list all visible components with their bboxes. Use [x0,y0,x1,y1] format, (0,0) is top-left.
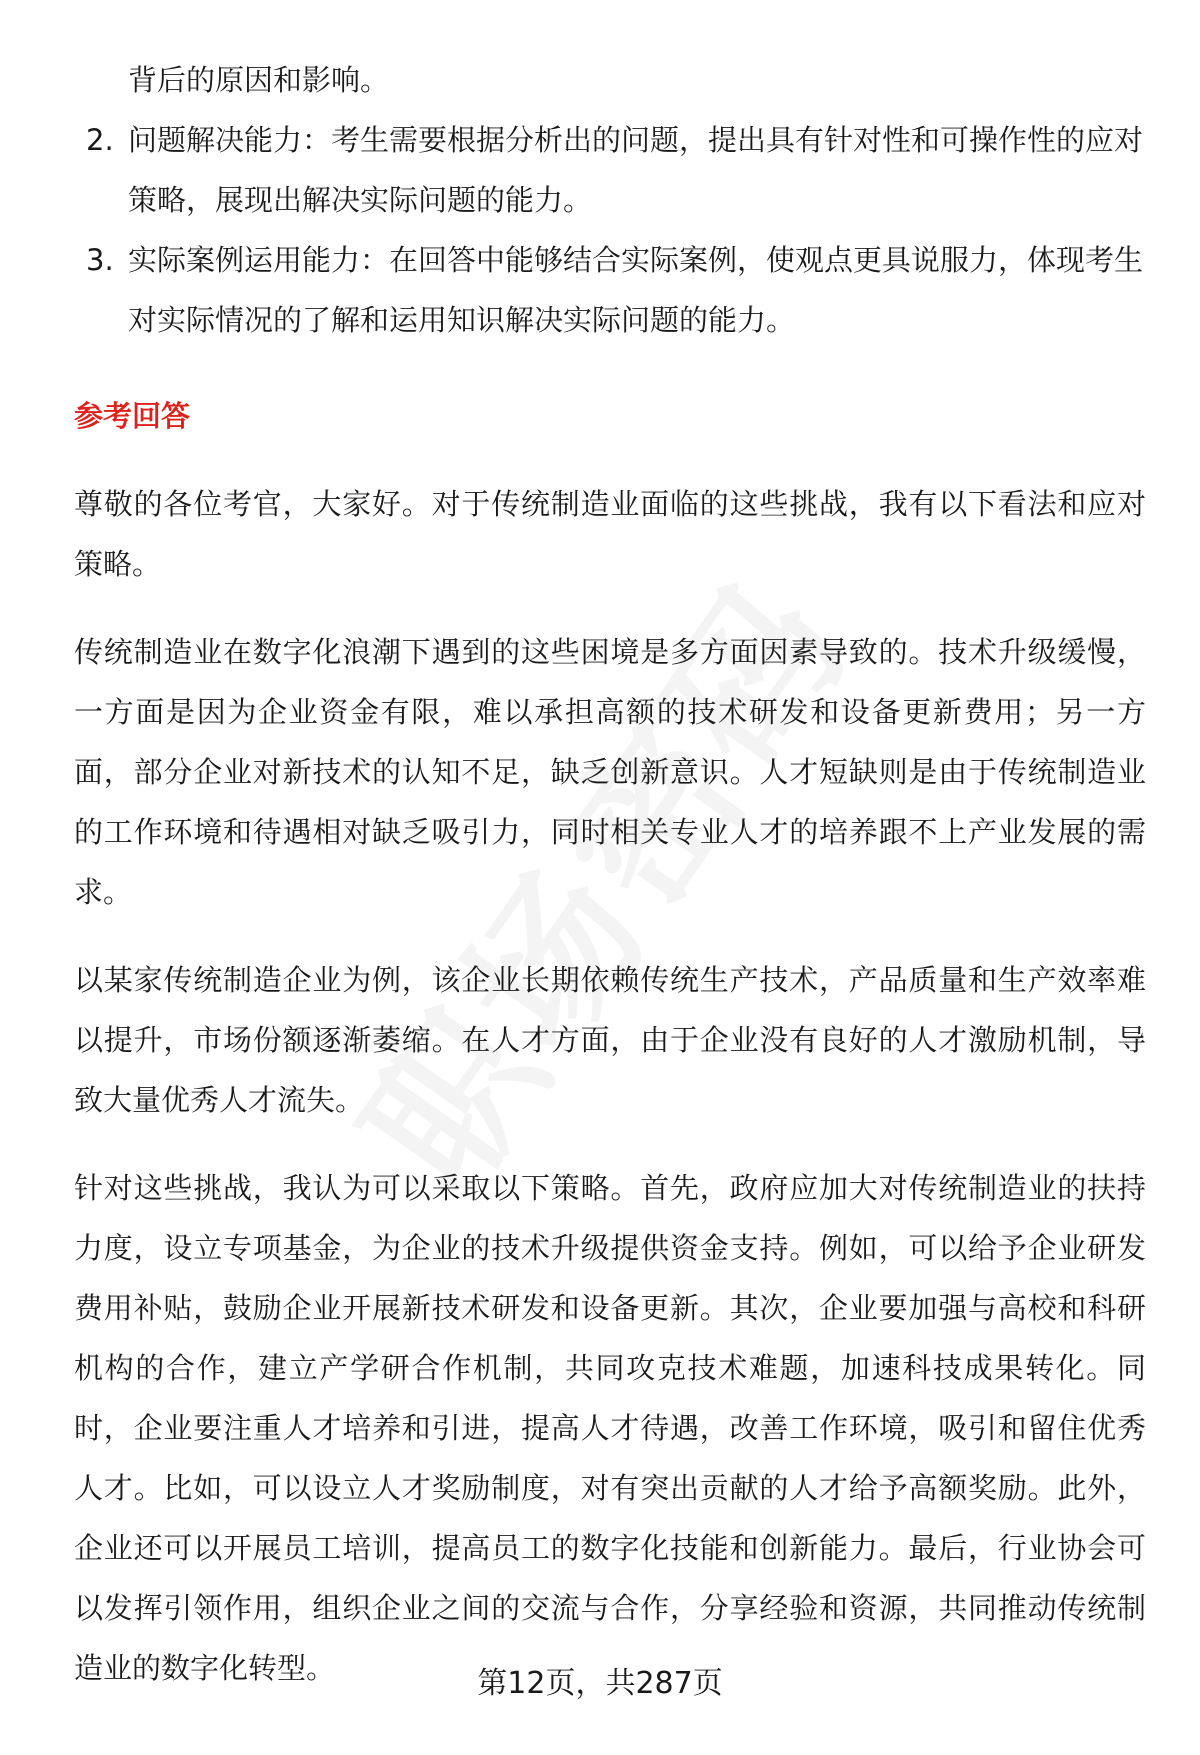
list-item [74,230,1146,350]
list-item-number: 2. [86,123,114,157]
list-item-number: 3. [86,243,114,277]
list-item-text: 实际案例运用能力：在回答中能够结合实际案例，使观点更具说服力，体现考生对实际情况的了解和运用知识解决实际问题的能力。 [128,243,1144,337]
paragraph: 传统制造业在数字化浪潮下遇到的这些困境是多方面因素导致的。技术升级缓慢，一方面是因为企业资金有限，难以承担高额的技术研发和设备更新费用；另一方面，部分企业对新技术的认知不足，缺乏创新意识。人才短缺则是由于传统制造业的工作环境和待遇相对缺乏吸引力，同时相关专业人才的培养跟不上产业发展的需求。 [74,635,1146,909]
list-item [74,110,1146,230]
point-list [74,110,1146,350]
page-number: 第12页，共287页 [477,1666,723,1701]
paragraph: 针对这些挑战，我认为可以采取以下策略。首先，政府应加大对传统制造业的扶持力度，设立专项基金，为企业的技术升级提供资金支持。例如，可以给予企业研发费用补贴，鼓励企业开展新技术研发和设备更新。其次，企业要加强与高校和科研机构的合作，建立产学研合作机制，共同攻克技术难题，加速科技成果转化。同时，企业要注重人才培养和引进，提高人才待遇，改善工作环境，吸引和留住优秀人才。比如，可以设立人才奖励制度，对有突出贡献的人才给予高额奖励。此外，企业还可以开展员工培训，提高员工的数字化技能和创新能力。最后，行业协会可以发挥引领作用，组织企业之间的交流与合作，分享经验和资源，共同推动传统制造业的数字化转型。 [74,1171,1146,1685]
page-content [74,50,1146,1698]
paragraph: 以某家传统制造企业为例，该企业长期依赖传统生产技术，产品质量和生产效率难以提升，市场份额逐渐萎缩。在人才方面，由于企业没有良好的人才激励机制，导致大量优秀人才流失。 [74,963,1146,1117]
continuation-text: 背后的原因和影响。 [128,63,390,97]
list-item-text: 问题解决能力：考生需要根据分析出的问题，提出具有针对性和可操作性的应对策略，展现出解决实际问题的能力。 [128,123,1144,217]
paragraph: 尊敬的各位考官，大家好。对于传统制造业面临的这些挑战，我有以下看法和应对策略。 [74,487,1146,581]
section-heading: 参考回答 [74,399,191,433]
